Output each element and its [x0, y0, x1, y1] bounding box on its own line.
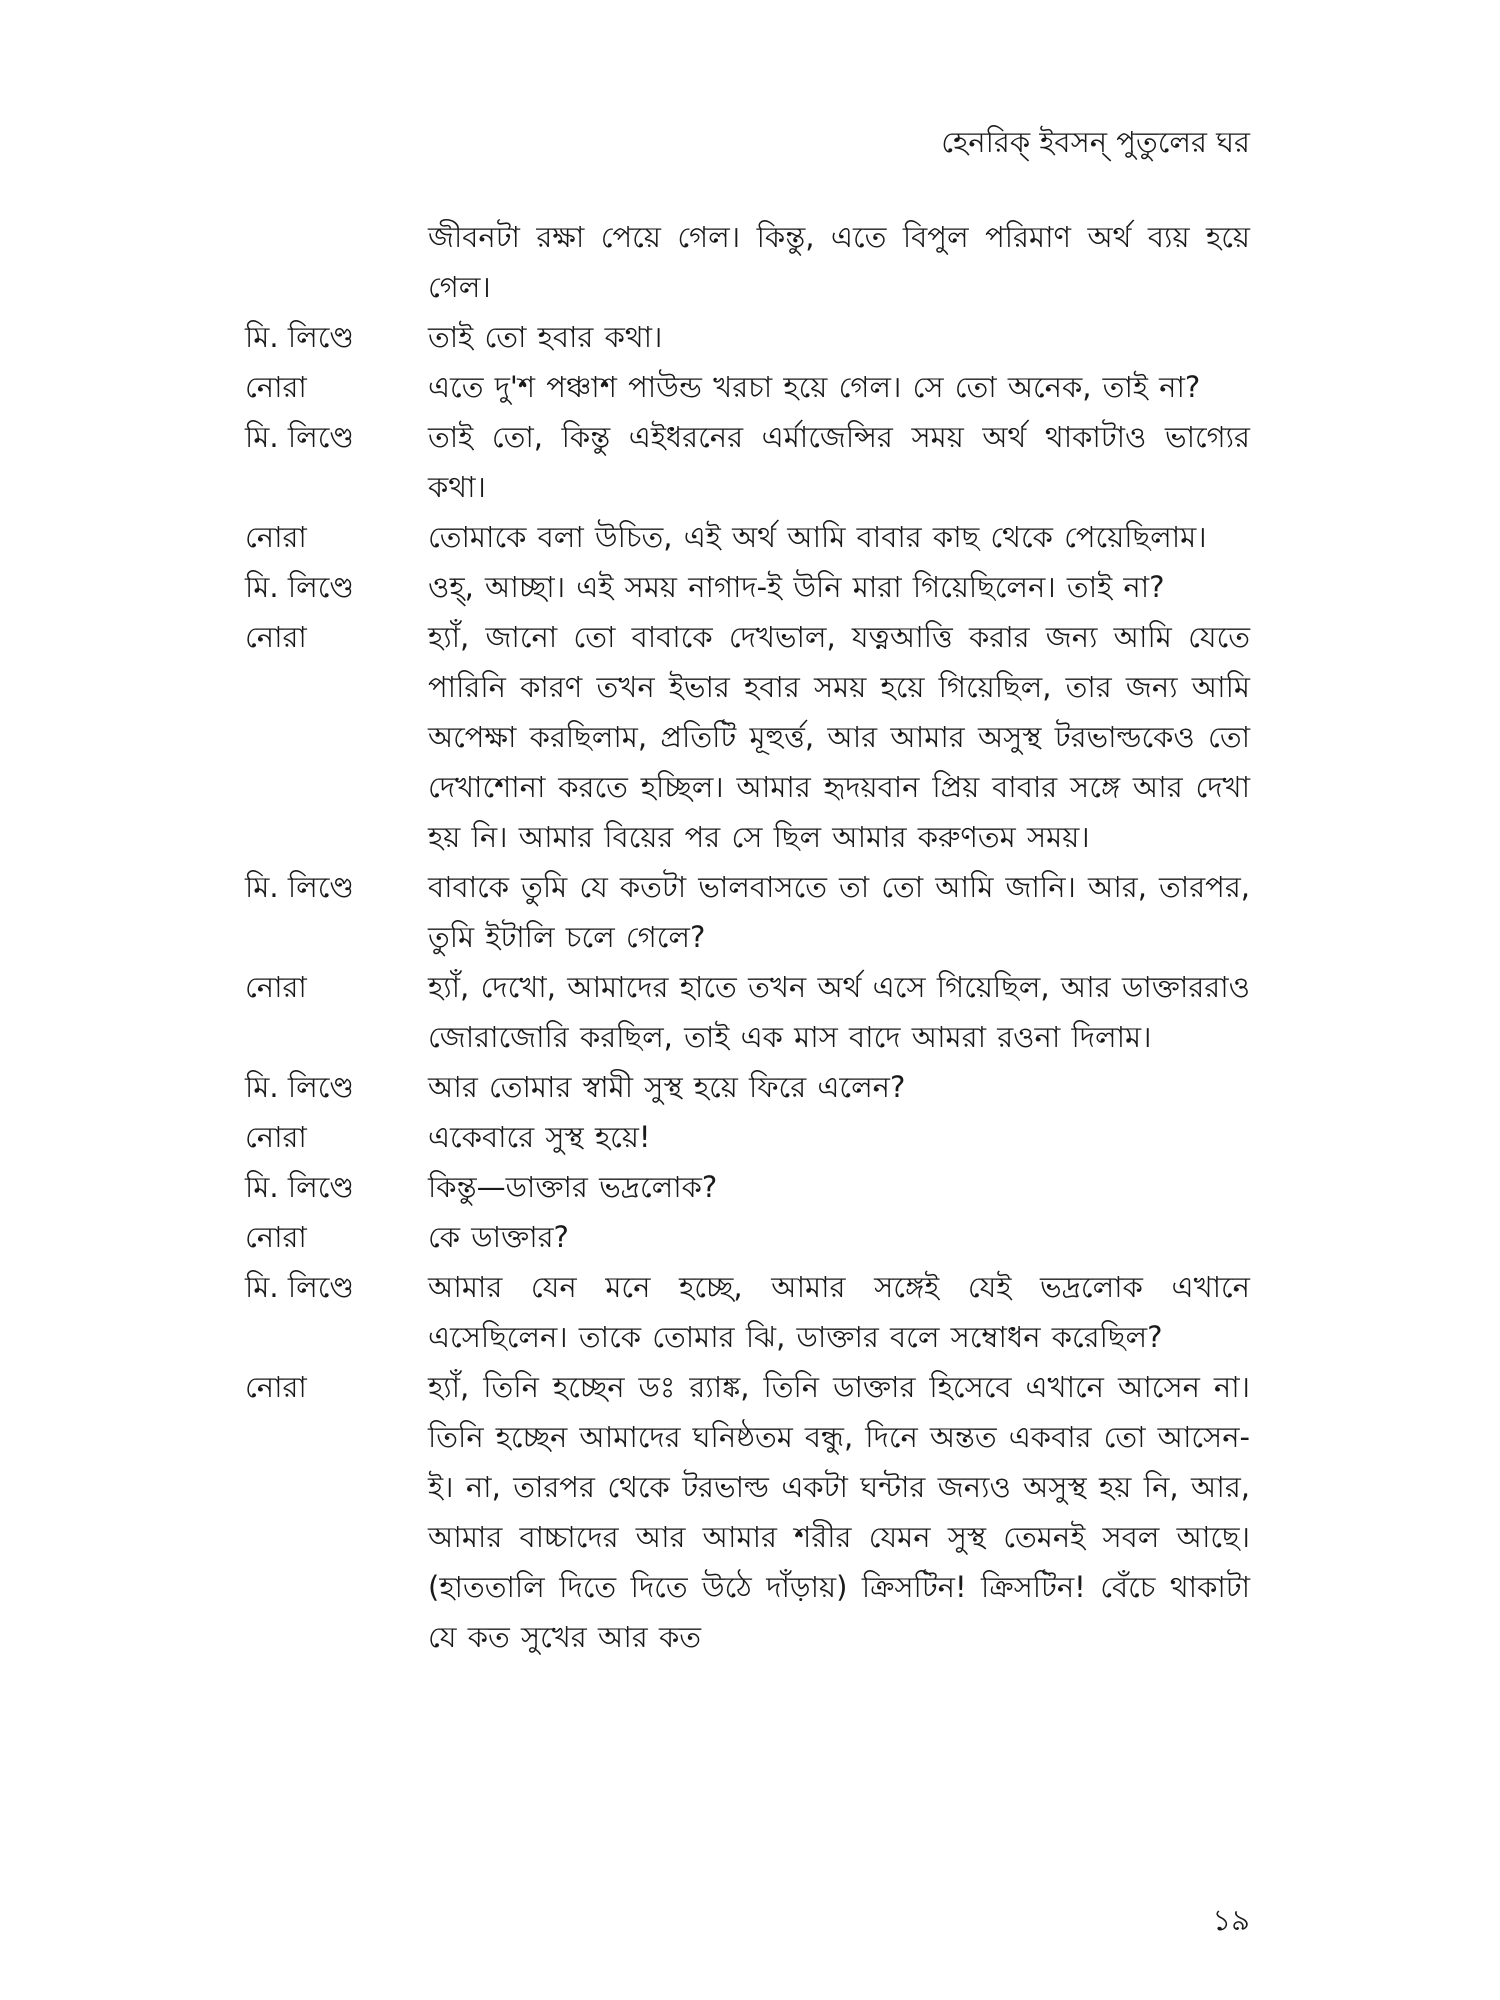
speech-text: আমার যেন মনে হচ্ছে, আমার সঙ্গেই যেই ভদ্রলোক এখানে এসেছিলেন। তাকে তোমার ঝি, ডাক্তার বলে সম্বোধন করেছিল? — [428, 1270, 1250, 1354]
speech-text: হ্যাঁ, জানো তো বাবাকে দেখভাল, যত্নআত্তি করার জন্য আমি যেতে পারিনি কারণ তখন ইভার হবার সময় হয়ে গিয়েছিল, তার জন্য আমি অপেক্ষা করছিলাম, প্রতিটি মূহুর্ত্ত, আর আমার অসুস্থ টরভাল্ডকেও তো দেখাশোনা করতে হচ্ছিল। আমার হৃদয়বান প্রিয় বাবার সঙ্গে আর দেখা হয় নি। আমার বিয়ের পর সে ছিল আমার করুণতম সময়। — [428, 620, 1250, 854]
speaker-name: মি. লিণ্ডে — [245, 570, 354, 604]
speech-text: এতে দু'শ পঞ্চাশ পাউন্ড খরচা হয়ে গেল। সে তো অনেক, তাই না? — [428, 370, 1201, 404]
speaker-name: নোরা — [245, 1370, 307, 1404]
speaker-name: মি. লিণ্ডে — [245, 1170, 354, 1204]
dialogue-row — [0, 1362, 1500, 1662]
speech-text: তোমাকে বলা উচিত, এই অর্থ আমি বাবার কাছ থেকে পেয়েছিলাম। — [428, 520, 1207, 554]
speech-text: তাই তো হবার কথা। — [428, 320, 663, 354]
dialogue-row — [0, 362, 1500, 412]
speaker-name: নোরা — [245, 620, 307, 654]
speech-text: হ্যাঁ, দেখো, আমাদের হাতে তখন অর্থ এসে গিয়েছিল, আর ডাক্তাররাও জোরাজোরি করছিল, তাই এক মাস বাদে আমরা রওনা দিলাম। — [428, 970, 1250, 1054]
dialogue-row — [0, 1112, 1500, 1162]
speech-text: আর তোমার স্বামী সুস্থ হয়ে ফিরে এলেন? — [428, 1070, 906, 1104]
speaker-name: মি. লিণ্ডে — [245, 870, 354, 904]
speaker-name: মি. লিণ্ডে — [245, 320, 354, 354]
dialogue-row — [0, 1262, 1500, 1362]
speech-text: কে ডাক্তার? — [428, 1220, 569, 1254]
speaker-name: মি. লিণ্ডে — [245, 1070, 354, 1104]
speaker-name: মি. লিণ্ডে — [245, 420, 354, 454]
dialogue-row — [0, 312, 1500, 362]
speech-text: কিন্তু—ডাক্তার ভদ্রলোক? — [428, 1170, 718, 1204]
dialogue-row — [0, 1062, 1500, 1112]
speaker-name: নোরা — [245, 1120, 307, 1154]
dialogue-row — [0, 1162, 1500, 1212]
speaker-name: নোরা — [245, 520, 307, 554]
speech-text: ওহ্, আচ্ছা। এই সময় নাগাদ-ই উনি মারা গিয়েছিলেন। তাই না? — [428, 570, 1165, 604]
running-header: হেনরিক্‌ ইবসন্‌ পুতুলের ঘর — [941, 125, 1250, 159]
dialogue-row — [0, 412, 1500, 512]
dialogue-body — [0, 212, 1500, 1662]
dialogue-row — [0, 562, 1500, 612]
speaker-name: নোরা — [245, 370, 307, 404]
speech-text: তাই তো, কিন্তু এইধরনের এর্মাজেন্সির সময় অর্থ থাকাটাও ভাগ্যের কথা। — [428, 420, 1250, 504]
speech-text: একেবারে সুস্থ হয়ে! — [428, 1120, 651, 1154]
speech-text: বাবাকে তুমি যে কতটা ভালবাসতে তা তো আমি জানি। আর, তারপর, তুমি ইটালি চলে গেলে? — [428, 870, 1250, 954]
dialogue-row — [0, 212, 1500, 312]
dialogue-row — [0, 512, 1500, 562]
dialogue-row — [0, 612, 1500, 862]
speaker-name: নোরা — [245, 970, 307, 1004]
speaker-name: মি. লিণ্ডে — [245, 1270, 354, 1304]
dialogue-row — [0, 1212, 1500, 1262]
speech-text: জীবনটা রক্ষা পেয়ে গেল। কিন্তু, এতে বিপুল পরিমাণ অর্থ ব্যয় হয়ে গেল। — [428, 220, 1250, 304]
speaker-name: নোরা — [245, 1220, 307, 1254]
page-number: ১৯ — [1212, 1903, 1250, 1937]
dialogue-row — [0, 962, 1500, 1062]
speech-text: হ্যাঁ, তিনি হচ্ছেন ডঃ র‍্যাঙ্ক, তিনি ডাক্তার হিসেবে এখানে আসেন না। তিনি হচ্ছেন আমাদের ঘনিষ্ঠতম বন্ধু, দিনে অন্তত একবার তো আসেন-ই। না, তারপর থেকে টরভাল্ড একটা ঘন্টার জন্যও অসুস্থ হয় নি, আর, আমার বাচ্চাদের আর আমার শরীর যেমন সুস্থ তেমনই সবল আছে। (হাততালি দিতে দিতে উঠে দাঁড়ায়) ক্রিসটিন! ক্রিসটিন! বেঁচে থাকাটা যে কত সুখের আর কত — [428, 1370, 1250, 1654]
dialogue-row — [0, 862, 1500, 962]
